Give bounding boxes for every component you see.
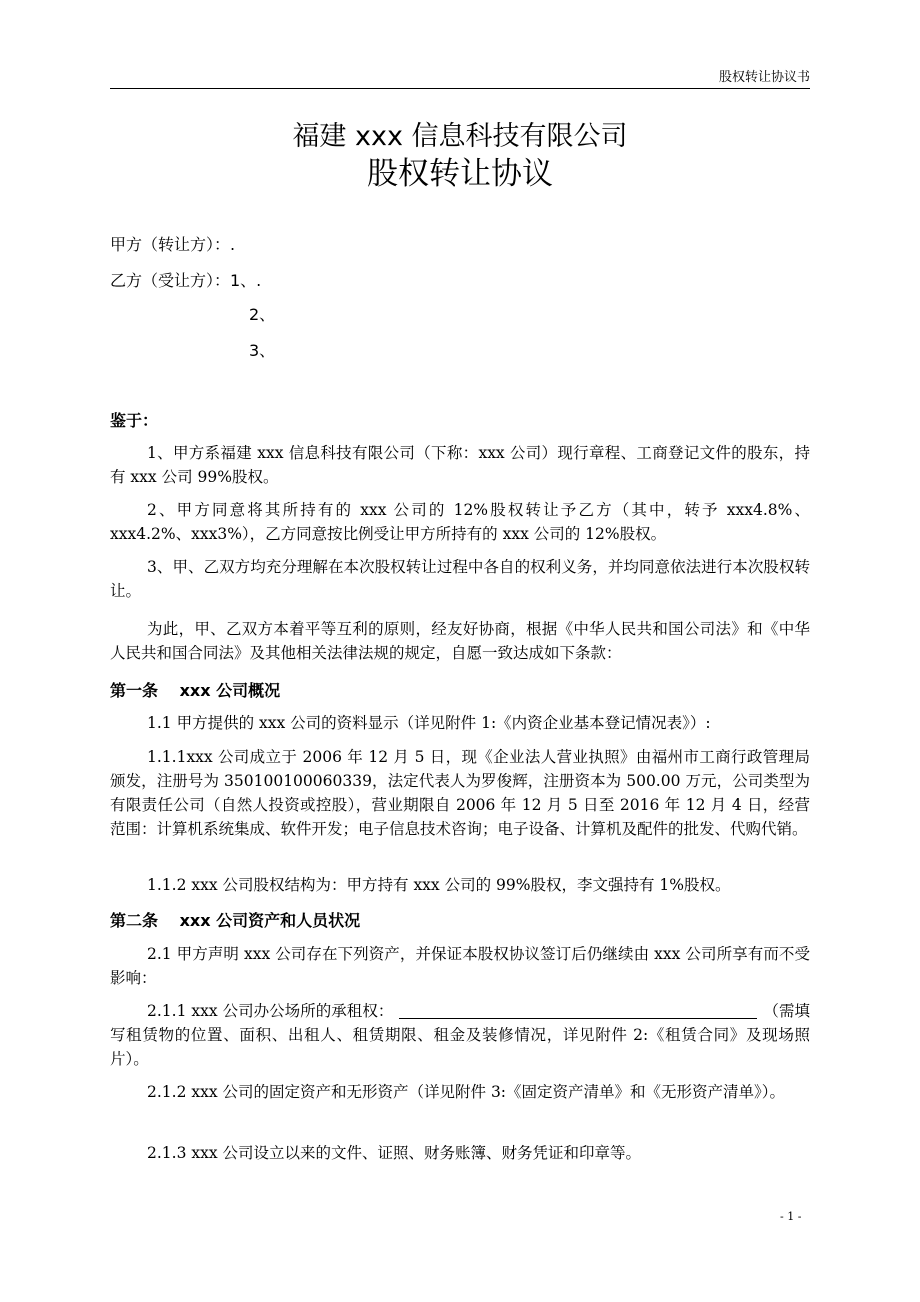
article-2-heading: 第二条 xxx 公司资产和人员状况	[110, 911, 361, 930]
article-1-paragraph-2: 1.1.1xxx 公司成立于 2006 年 12 月 5 日，现《企业法人营业执照》由福州市工商行政管理局颁发，注册号为 350100100060339，法定代表人为罗俊辉，注册资本为 500.00 万元，公司类型为有限责任公司（自然人投资或控股），营业期限自 2006 年 12 月 5 日至 2016 年 12 月 4 日，经营范围：计算机系统集成、软件开发；电子信息技术咨询；电子设备、计算机及配件的批发、代购代销。	[110, 748, 810, 838]
party-b-item-2: 2、	[249, 305, 276, 324]
whereas-paragraph-2: 2、甲方同意将其所持有的 xxx 公司的 12%股权转让予乙方（其中，转予 xxx4.8%、xxx4.2%、xxx3%），乙方同意按比例受让甲方所持有的 xxx 公司的 12%股权。	[110, 501, 810, 543]
article-2-paragraph-3: 2.1.2 xxx 公司的固定资产和无形资产（详见附件 3:《固定资产清单》和《无形资产清单》）。	[147, 1083, 786, 1101]
party-a: 甲方（转让方）：.	[110, 235, 236, 254]
article-2-paragraph-4: 2.1.3 xxx 公司设立以来的文件、证照、财务账簿、财务凭证和印章等。	[147, 1144, 642, 1162]
lease-right-label: 2.1.1 xxx 公司办公场所的承租权：	[147, 1002, 394, 1020]
document-title: 股权转让协议	[367, 156, 553, 192]
header-rule	[110, 88, 810, 89]
blank-fill-line	[399, 1002, 757, 1019]
article-2-paragraph-1: 2.1 甲方声明 xxx 公司存在下列资产，并保证本股权协议签订后仍继续由 xxx 公司所享有而不受影响：	[110, 945, 810, 987]
whereas-paragraph-3: 3、甲、乙双方均充分理解在本次股权转让过程中各自的权利义务，并均同意依法进行本次股权转让。	[110, 558, 810, 600]
lease-right-note: （需填写租赁物的位置、面积、出租人、租赁期限、租金及装修情况，详见附件 2:《租赁合同》及现场照片）。	[110, 1002, 810, 1068]
party-b: 乙方（受让方）：1、.	[110, 271, 262, 290]
company-title: 福建 xxx 信息科技有限公司	[292, 121, 628, 152]
article-1-paragraph-1: 1.1 甲方提供的 xxx 公司的资料显示（详见附件 1:《内资企业基本登记情况表》）:	[147, 714, 711, 732]
whereas-paragraph-4: 为此，甲、乙双方本着平等互利的原则，经友好协商，根据《中华人民共和国公司法》和《中华人民共和国合同法》及其他相关法律法规的规定，自愿一致达成如下条款：	[110, 620, 810, 662]
article-1-paragraph-3: 1.1.2 xxx 公司股权结构为：甲方持有 xxx 公司的 99%股权，李文强持有 1%股权。	[147, 876, 731, 894]
party-b-item-3: 3、	[249, 341, 276, 360]
article-1-heading: 第一条 xxx 公司概况	[110, 681, 281, 700]
whereas-paragraph-1: 1、甲方系福建 xxx 信息科技有限公司（下称：xxx 公司）现行章程、工商登记文件的股东，持有 xxx 公司 99%股权。	[110, 444, 810, 486]
running-header: 股权转让协议书	[718, 70, 810, 85]
whereas-heading: 鉴于：	[110, 411, 159, 430]
page-number: - 1 -	[780, 1210, 802, 1223]
article-2-paragraph-2	[110, 999, 810, 1071]
